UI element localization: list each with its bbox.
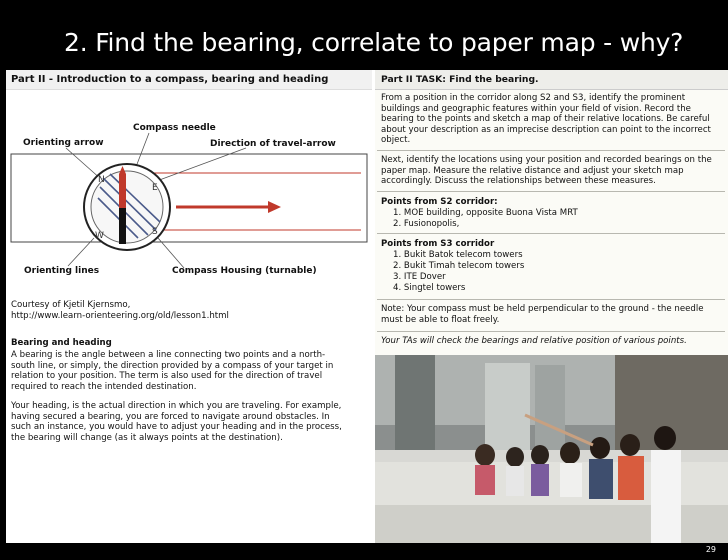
courtesy-line-1: Courtesy of Kjetil Kjernsmo, [11, 300, 131, 310]
text-line: object. [381, 135, 411, 146]
text-line: having secured a bearing, you are forced to navigate around obstacles. In [11, 411, 330, 422]
courtesy-link: http://www.learn-orienteering.org/old/lesson1.html [11, 311, 229, 321]
task-heading: Part II TASK: Find the bearing. [375, 70, 728, 90]
task-paragraph-1 [381, 93, 726, 146]
courtesy-text [11, 300, 229, 322]
label-direction-of-travel: Direction of travel-arrow [210, 139, 336, 149]
divider [377, 150, 725, 151]
students-photo [375, 355, 728, 543]
compass-north-label: N [98, 175, 105, 185]
text-line: bearing to the points and sketch a map of their relative locations. Be careful [381, 114, 710, 125]
text-line: From a position in the corridor along S2 and S3, identify the prominent [381, 93, 686, 103]
left-panel-heading: Part II - Introduction to a compass, bearing and heading [6, 70, 372, 90]
bearing-heading-title: Bearing and heading [11, 338, 112, 348]
compass-diagram [6, 70, 372, 300]
text-line: such an instance, you would have to adjust your heading and in the process, [11, 422, 342, 433]
label-orienting-lines: Orienting lines [24, 266, 100, 276]
label-compass-housing: Compass Housing (turnable) [172, 266, 317, 276]
text-line: A bearing is the angle between a line connecting two points and a north- [11, 350, 326, 360]
text-line: Next, identify the locations using your position and recorded bearings on the [381, 155, 712, 165]
s2-item: 1. MOE building, opposite Buona Vista MRT [393, 208, 578, 218]
compass-note [381, 304, 726, 325]
text-line: paper map. Measure the relative distance and adjust your sketch map [381, 165, 684, 176]
text-line: south line, or simply, the direction provided by a compass of your target in [11, 360, 334, 371]
compass-south-label: S [152, 227, 158, 237]
ta-note: Your TAs will check the bearings and relative position of various points. [381, 336, 687, 346]
slide-title: 2. Find the bearing, correlate to paper map - why? [64, 28, 684, 57]
divider [377, 299, 725, 300]
s3-item: 3. ITE Dover [393, 272, 446, 282]
text-line: about your description as an imprecise description can point to the incorrect [381, 124, 711, 135]
page-number: 29 [705, 545, 716, 554]
text-line: accordingly. Discuss the relationships between these measures. [381, 176, 656, 187]
text-line: the bearing will change (as it always points at the destination). [11, 432, 283, 443]
s2-title: Points from S2 corridor: [381, 197, 498, 207]
s3-item: 1. Bukit Batok telecom towers [393, 250, 523, 260]
text-line: Your heading, is the actual direction in which you are traveling. For example, [11, 401, 342, 411]
s3-item: 2. Bukit Timah telecom towers [393, 261, 525, 271]
compass-east-label: E [152, 183, 158, 193]
task-paragraph-2 [381, 155, 726, 187]
heading-paragraph [11, 401, 369, 443]
bearing-paragraph [11, 350, 369, 392]
label-orienting-arrow: Orienting arrow [23, 138, 104, 148]
text-line: buildings and geographic features within your field of vision. Record the [381, 103, 691, 114]
text-line: relation to your position. The term is also used for the direction of travel [11, 371, 323, 382]
text-line: required to reach the intended destination. [11, 381, 197, 392]
label-compass-needle: Compass needle [133, 123, 216, 133]
task-box [375, 70, 728, 355]
divider [377, 233, 725, 234]
left-panel [6, 70, 372, 543]
slide-content [6, 70, 728, 543]
compass-west-label: W [95, 231, 104, 241]
s3-title: Points from S3 corridor [381, 239, 495, 249]
s3-item: 4. Singtel towers [393, 283, 466, 293]
s2-item: 2. Fusionopolis, [393, 219, 460, 229]
text-line: must be able to float freely. [381, 314, 500, 325]
text-line: Note: Your compass must be held perpendicular to the ground - the needle [381, 304, 704, 314]
divider [377, 191, 725, 192]
divider [377, 331, 725, 332]
